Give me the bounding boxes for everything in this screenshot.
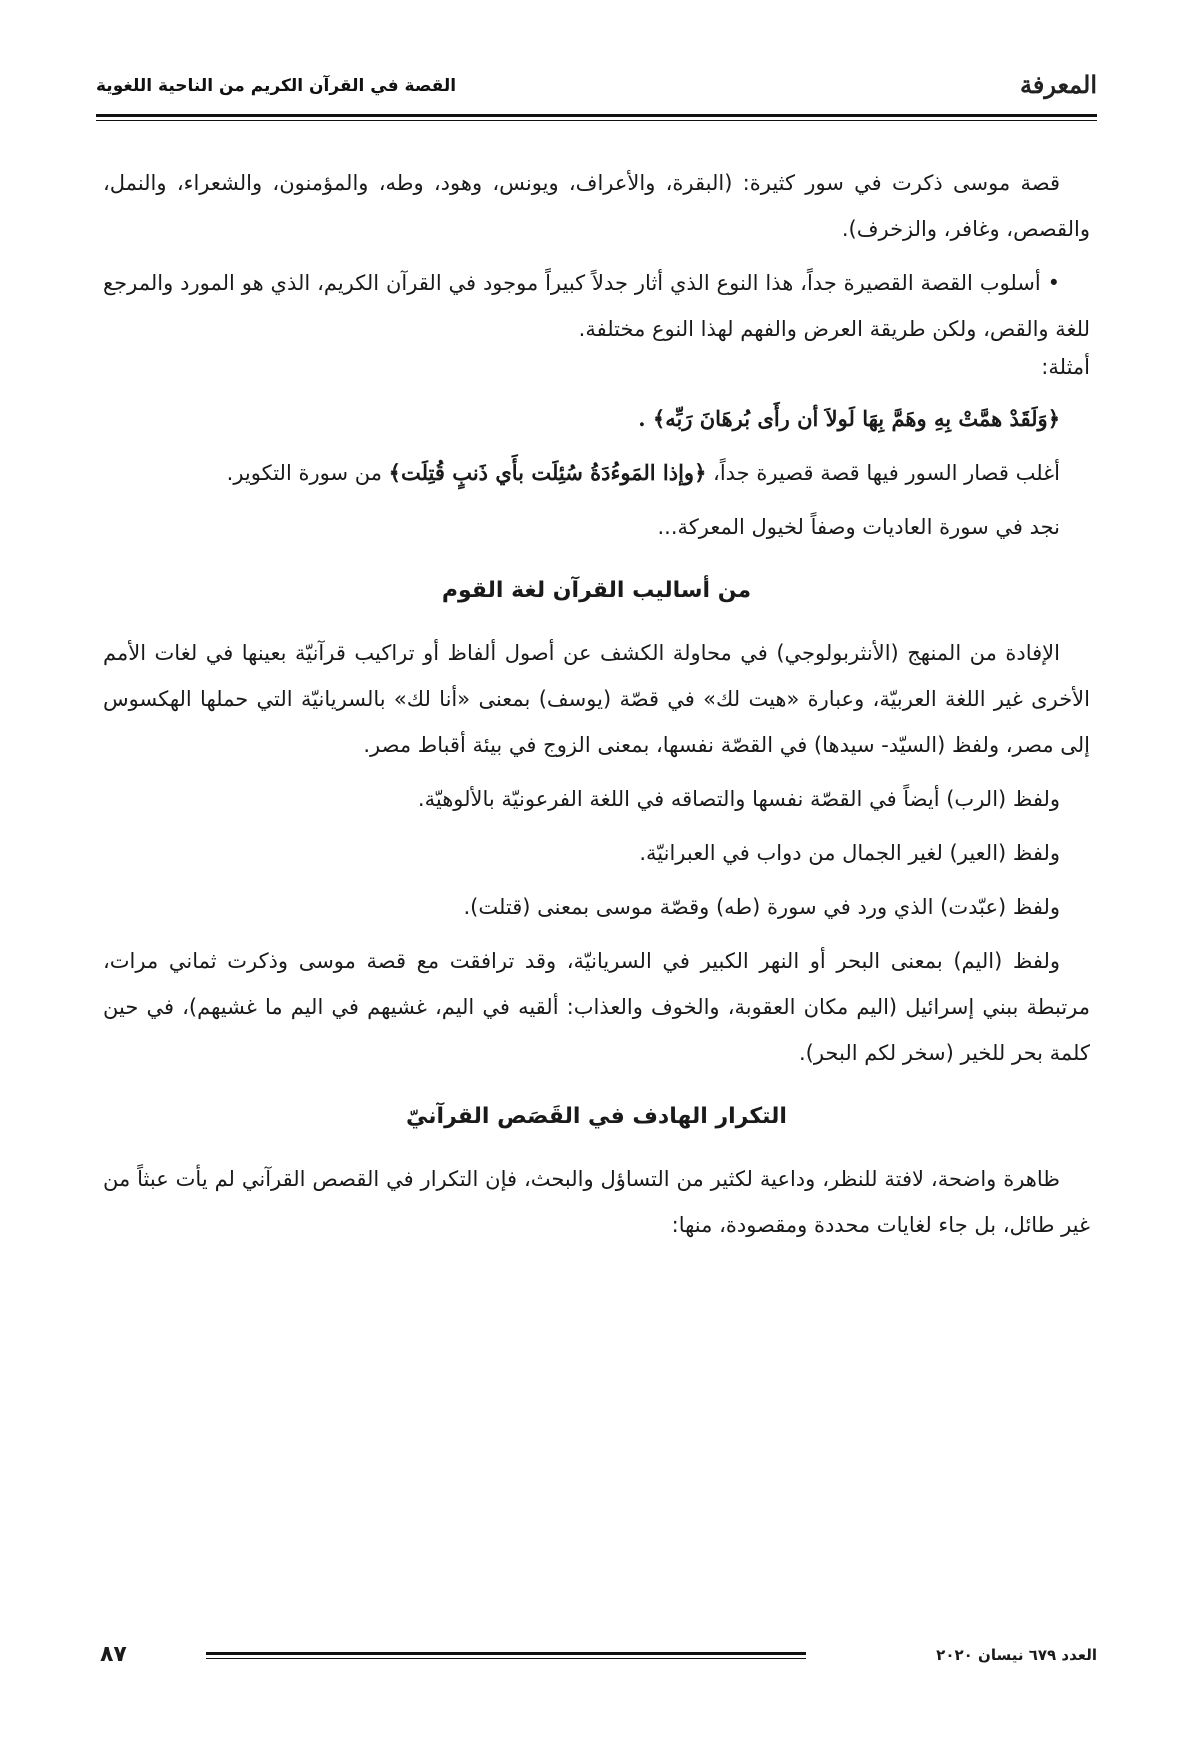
paragraph-8: ولفظ (عبّدت) الذي ورد في سورة (طه) وقصّة موسى بمعنى (قتلت). [463, 895, 1060, 919]
article-body [103, 160, 1090, 1256]
header-rule-thick [96, 114, 1097, 117]
paragraph-10: ظاهرة واضحة، لافتة للنظر، وداعية لكثير من التساؤل والبحث، فإن التكرار في القصص القرآني لم يأت عبثاً من غير طائل، بل جاء لغايات محددة ومقصودة، منها: [103, 1167, 1090, 1237]
paragraph-1: قصة موسى ذكرت في سور كثيرة: (البقرة، والأعراف، ويونس، وهود، وطه، والمؤمنون، والشعراء، والنمل، والقصص، وغافر، والزخرف). [103, 171, 1090, 241]
paragraph-9: ولفظ (اليم) بمعنى البحر أو النهر الكبير في السريانيّة، وقد ترافقت مع قصة موسى وذكرت ثماني مرات، مرتبطة ببني إسرائيل (اليم مكان العقوبة، والخوف والعذاب: ألقيه في اليم، غشيهم في اليم ما غشيهم)، في حين كلمة بحر للخير (سخر لكم البحر). [103, 949, 1090, 1065]
section-heading-2: التكرار الهادف في القَصَص القرآنيّ [406, 1104, 787, 1129]
verse-2: ﴿وإذا المَوءُدَةُ سُئِلَت بأَي ذَنبٍ قُتِلَت﴾ [388, 460, 707, 485]
paragraph-3-end: من سورة التكوير. [226, 461, 389, 485]
page-footer [96, 1642, 1097, 1672]
header-rule-thin [96, 120, 1097, 121]
running-title: القصة في القرآن الكريم من الناحية اللغوية [96, 76, 457, 96]
footer-rule [206, 1652, 806, 1659]
paragraph-4: نجد في سورة العاديات وصفاً لخيول المعركة... [657, 515, 1060, 539]
paragraph-2: • أسلوب القصة القصيرة جداً، هذا النوع الذي أثار جدلاً كبيراً موجود في القرآن الكريم، الذي هو المورد والمرجع للغة والقص، ولكن طريقة العرض والفهم لهذا النوع مختلفة. [103, 271, 1090, 341]
paragraph-3-start: أغلب قصار السور فيها قصة قصيرة جداً، [706, 461, 1060, 485]
magazine-logo: المعرفة [1019, 70, 1097, 99]
section-heading-1: من أساليب القرآن لغة القوم [441, 578, 752, 603]
verse-1: ﴿وَلَقَدْ همَّتْ بِهِ وهَمَّ بِهَا لَولاَ أن رأَى بُرهَانَ رَبِّه﴾ . [638, 406, 1060, 431]
examples-label: أمثلة: [1041, 355, 1090, 379]
paragraph-7: ولفظ (العير) لغير الجمال من دواب في العبرانيّة. [639, 841, 1060, 865]
page-number: ٨٧ [100, 1642, 127, 1667]
paragraph-3 [103, 450, 1090, 496]
issue-info: العدد ٦٧٩ نيسان ٢٠٢٠ [936, 1646, 1097, 1664]
page-header [96, 64, 1097, 110]
paragraph-5: الإفادة من المنهج (الأنثربولوجي) في محاولة الكشف عن أصول ألفاظ أو تراكيب قرآنيّة بعينها في لغات الأمم الأخرى غير اللغة العربيّة، وعبارة «هيت لك» في قصّة (يوسف) بمعنى «أنا لك» بالسريانيّة التي حملها الهكسوس إلى مصر، ولفظ (السيّد- سيدها) في القصّة نفسها، بمعنى الزوج في بيئة أقباط مصر. [103, 641, 1090, 757]
paragraph-6: ولفظ (الرب) أيضاً في القصّة نفسها والتصاقه في اللغة الفرعونيّة بالألوهيّة. [417, 787, 1060, 811]
